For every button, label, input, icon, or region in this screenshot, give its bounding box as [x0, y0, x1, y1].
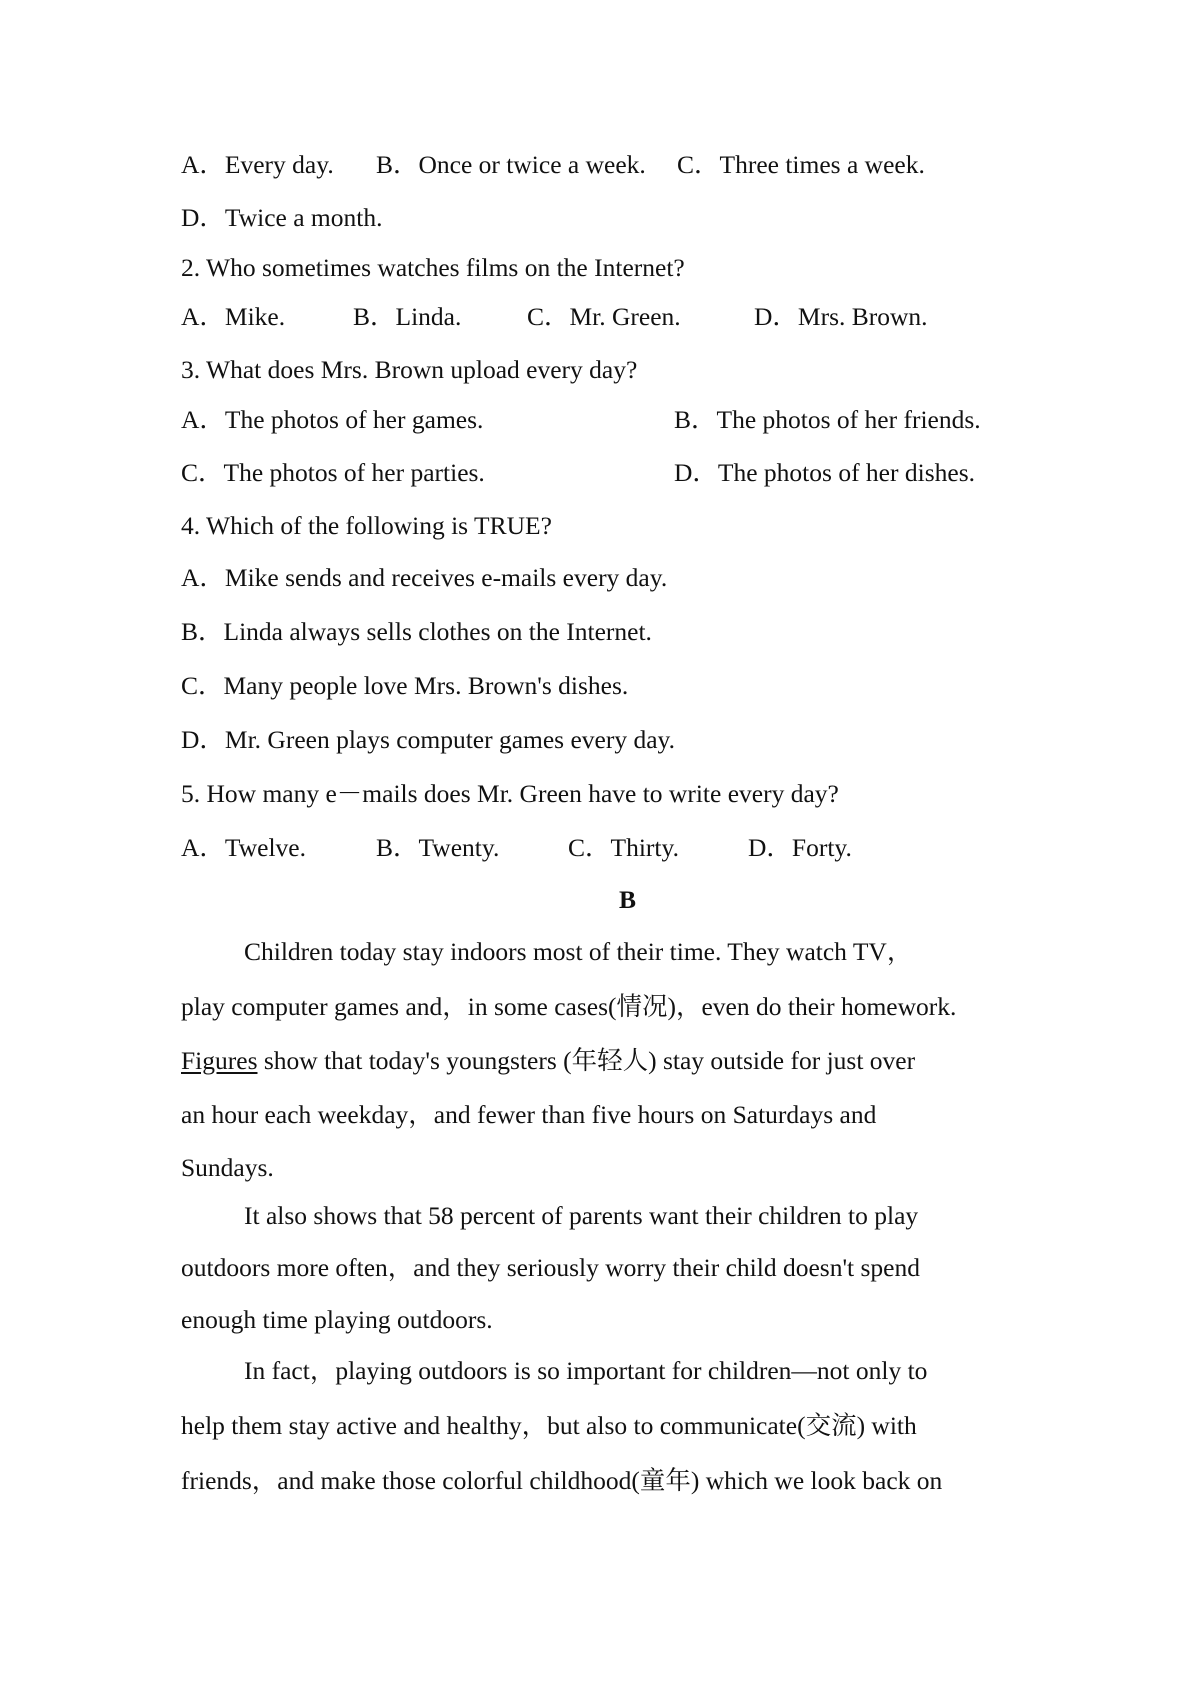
q5-option-b: B．Twenty.	[376, 833, 500, 862]
p2-line-2: outdoors more often，and they seriously worry their child doesn't spend	[181, 1253, 920, 1282]
q5-option-a: A．Twelve.	[181, 833, 306, 862]
p2-line-3: enough time playing outdoors.	[181, 1305, 493, 1334]
q3-option-b: B．The photos of her friends.	[674, 405, 981, 434]
q5-question: 5. How many e－mails does Mr. Green have to write every day?	[181, 779, 839, 808]
q4-option-b: B．Linda always sells clothes on the Internet.	[181, 617, 652, 646]
q5-option-d: D．Forty.	[748, 833, 852, 862]
underlined-word-figures: Figures	[181, 1046, 258, 1075]
q3-option-c: C．The photos of her parties.	[181, 458, 485, 487]
p3-line-3: friends，and make those colorful childhood(童年) which we look back on	[181, 1466, 943, 1495]
p1-line-2: play computer games and，in some cases(情况)，even do their homework.	[181, 992, 957, 1021]
q3-option-a: A．The photos of her games.	[181, 405, 484, 434]
q4-question: 4. Which of the following is TRUE?	[181, 511, 552, 540]
q2-option-b: B．Linda.	[353, 302, 462, 331]
p3-line-2: help them stay active and healthy，but also to communicate(交流) with	[181, 1411, 917, 1440]
section-b-heading: B	[619, 885, 637, 914]
q4-option-a: A．Mike sends and receives e-mails every day.	[181, 563, 668, 592]
q1-option-a: A．Every day.	[181, 150, 334, 179]
q2-option-c: C．Mr. Green.	[527, 302, 681, 331]
q1-option-d: D．Twice a month.	[181, 203, 383, 232]
q1-option-c: C．Three times a week.	[677, 150, 925, 179]
q5-option-c: C．Thirty.	[568, 833, 679, 862]
p1-line-5: Sundays.	[181, 1153, 274, 1182]
p1-line-3-rest: show that today's youngsters (年轻人) stay outside for just over	[257, 1046, 916, 1075]
q3-option-d: D．The photos of her dishes.	[674, 458, 975, 487]
q4-option-c: C．Many people love Mrs. Brown's dishes.	[181, 671, 629, 700]
q1-option-b: B．Once or twice a week.	[376, 150, 646, 179]
p1-line-3	[181, 1046, 915, 1076]
p2-line-1: It also shows that 58 percent of parents want their children to play	[244, 1201, 919, 1230]
q2-option-d: D．Mrs. Brown.	[754, 302, 928, 331]
p3-line-1: In fact，playing outdoors is so important for children—not only to	[244, 1356, 928, 1385]
p1-line-4: an hour each weekday，and fewer than five hours on Saturdays and	[181, 1100, 877, 1129]
q2-option-a: A．Mike.	[181, 302, 286, 331]
q4-option-d: D．Mr. Green plays computer games every day.	[181, 725, 676, 754]
q3-question: 3. What does Mrs. Brown upload every day?	[181, 355, 638, 384]
q2-question: 2. Who sometimes watches films on the Internet?	[181, 253, 685, 282]
p1-line-1: Children today stay indoors most of their time. They watch TV，	[244, 937, 913, 966]
